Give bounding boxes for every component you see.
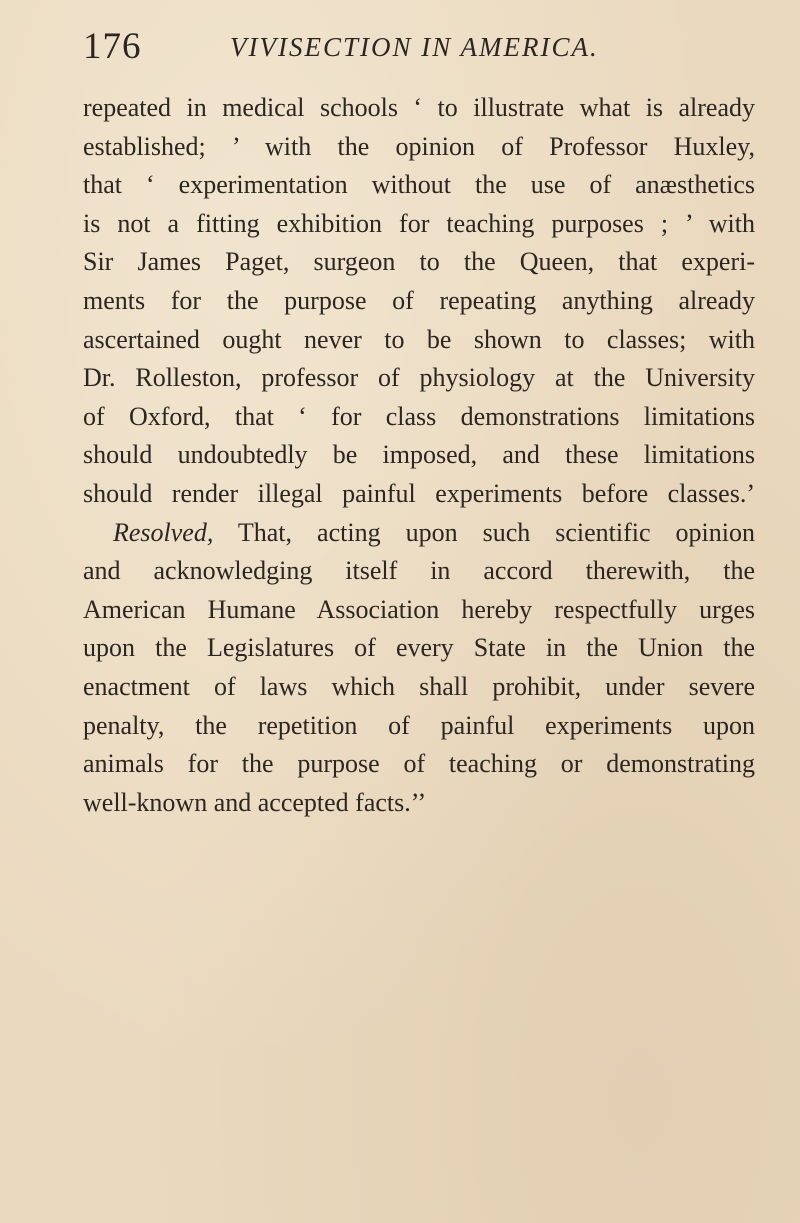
text-line: Sir James Paget, surgeon to the Queen, that experi- xyxy=(83,247,755,277)
text-line: upon the Legislatures of every State in the Union the xyxy=(83,633,755,663)
text-line: repeated in medical schools ‘ to illustrate what is already xyxy=(83,93,755,122)
page-number: 176 xyxy=(83,26,142,67)
text-line: Dr. Rolleston, professor of physiology at the University xyxy=(83,363,755,393)
text-line: ments for the purpose of repeating anything already xyxy=(83,285,755,315)
running-head xyxy=(83,22,755,72)
text-line: established; ’ with the opinion of Professor Huxley, xyxy=(83,131,755,161)
text-line: is not a fitting exhibition for teaching purposes ; ’ with xyxy=(83,208,755,238)
running-title: VIVISECTION IN AMERICA. xyxy=(230,32,599,62)
text-line: American Humane Association hereby respectfully urges xyxy=(83,594,755,624)
text-line: enactment of laws which shall prohibit, under severe xyxy=(83,671,755,701)
body-text xyxy=(83,89,755,822)
resolved-line xyxy=(83,514,755,553)
text-line: ascertained ought never to be shown to classes; with xyxy=(83,324,755,354)
text-line: that ‘ experimentation without the use of anæsthetics xyxy=(83,170,755,200)
text-line: and acknowledging itself in accord therewith, the xyxy=(83,556,755,586)
text-line: should undoubtedly be imposed, and these limitations xyxy=(83,440,755,470)
text-line: penalty, the repetition of painful experiments upon xyxy=(83,710,755,740)
resolved-word: Resolved, xyxy=(113,517,214,547)
final-line: well-known and accepted facts.’’ xyxy=(83,787,427,817)
text-line: animals for the purpose of teaching or demonstrating xyxy=(83,749,755,779)
text-line: of Oxford, that ‘ for class demonstrations limitations xyxy=(83,401,755,431)
text-line: should render illegal painful experiments before classes.’ xyxy=(83,478,755,508)
resolved-line-rest: That, acting upon such scientific opinion xyxy=(213,517,755,547)
